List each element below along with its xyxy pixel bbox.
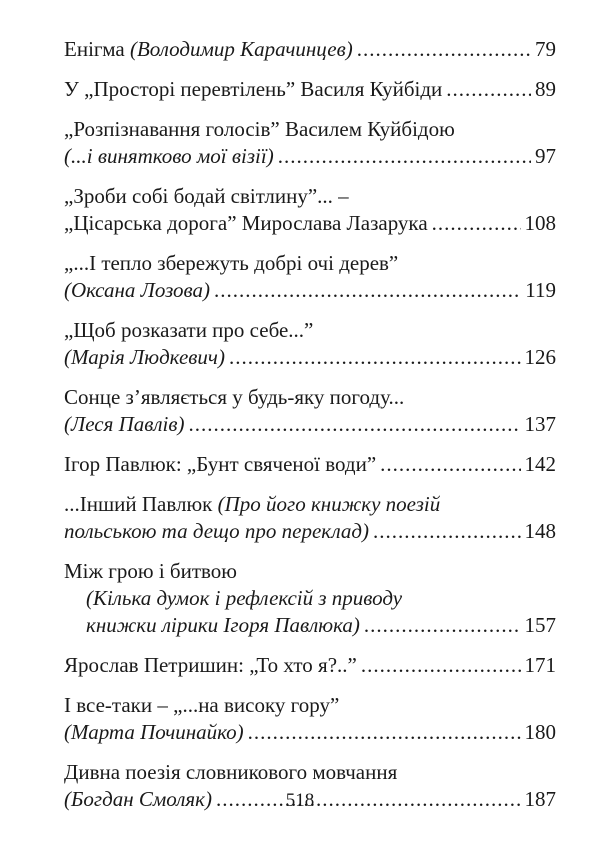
toc-entry-line xyxy=(64,692,556,719)
toc-entry-page-number: 137 xyxy=(524,412,556,436)
toc-entry[interactable] xyxy=(64,692,556,746)
toc-entry-italic-text: (Про його книжку поезій xyxy=(217,492,441,516)
toc-entry-leader-line xyxy=(64,518,556,545)
toc-entry-leader-line xyxy=(64,277,556,304)
toc-entry[interactable] xyxy=(64,250,556,304)
toc-entry-page-number: 148 xyxy=(524,519,556,543)
toc-entry-line xyxy=(64,585,556,612)
toc-entry-page-number: 187 xyxy=(524,787,556,811)
toc-entry-text: „Щоб розказати про себе...” xyxy=(64,318,314,342)
toc-entry-italic-text: (Оксана Лозова) xyxy=(64,278,210,302)
toc-entry[interactable] xyxy=(64,317,556,371)
table-of-contents xyxy=(64,36,556,826)
toc-entry-line xyxy=(64,491,556,518)
toc-entry-leader-line xyxy=(64,344,556,371)
toc-entry-leader-line xyxy=(64,36,556,63)
toc-entry-text: Сонце з’являється у будь-яку погоду... xyxy=(64,385,405,409)
toc-entry-page-number: 126 xyxy=(524,345,556,369)
toc-entry-text: „...І тепло збережуть добрі очі дерев” xyxy=(64,251,399,275)
toc-entry-page-number: 79 xyxy=(535,37,556,61)
toc-entry-italic-text: (Богдан Смоляк) xyxy=(64,787,212,811)
toc-entry-title xyxy=(64,210,428,237)
toc-entry-text: ...Інший Павлюк xyxy=(64,492,218,516)
toc-entry[interactable] xyxy=(64,36,556,63)
toc-entry[interactable] xyxy=(64,116,556,170)
dot-leader xyxy=(373,518,520,545)
toc-entry-line xyxy=(64,759,556,786)
toc-entry-line xyxy=(64,250,556,277)
toc-entry-italic-text: (Володимир Карачинцев) xyxy=(129,37,353,61)
toc-entry-text: Між грою і битвою xyxy=(64,559,237,583)
dot-leader xyxy=(432,210,521,237)
toc-entry-italic-text: (Леся Павлів) xyxy=(64,412,185,436)
toc-entry-page-number: 108 xyxy=(524,211,556,235)
dot-leader xyxy=(357,36,531,63)
toc-entry-title xyxy=(86,612,360,639)
toc-entry-text: І все-таки – „...на високу гору” xyxy=(64,693,340,717)
dot-leader xyxy=(446,76,531,103)
toc-entry-page-number: 157 xyxy=(524,613,556,637)
toc-entry-title xyxy=(64,143,274,170)
toc-entry-line xyxy=(64,183,556,210)
toc-entry-text: „Зроби собі бодай світлину”... – xyxy=(64,184,349,208)
toc-entry-text: Енігма xyxy=(64,37,130,61)
toc-entry-leader-line xyxy=(64,76,556,103)
toc-entry-text: „Розпізнавання голосів” Василем Куйбідою xyxy=(64,117,455,141)
dot-leader xyxy=(188,411,520,438)
toc-entry-title xyxy=(64,411,184,438)
toc-entry-page-number: 180 xyxy=(524,720,556,744)
toc-entry-italic-text: польською та дещо про переклад) xyxy=(64,519,370,543)
dot-leader xyxy=(364,612,521,639)
dot-leader xyxy=(248,719,521,746)
toc-entry-text: Дивна поезія словникового мовчання xyxy=(64,760,398,784)
toc-entry-page-number: 89 xyxy=(535,77,556,101)
toc-entry-leader-line xyxy=(64,612,556,639)
toc-entry-leader-line xyxy=(64,411,556,438)
toc-entry-italic-text: (...і винятково мої візії) xyxy=(64,144,274,168)
toc-entry-line xyxy=(64,384,556,411)
toc-entry-text: Ігор Павлюк: „Бунт свяченої води” xyxy=(64,452,377,476)
toc-entry-leader-line xyxy=(64,719,556,746)
toc-entry-title xyxy=(64,451,376,478)
toc-entry-italic-text: (Кілька думок і рефлексій з приводу xyxy=(86,586,403,610)
toc-entry[interactable] xyxy=(64,183,556,237)
toc-entry[interactable] xyxy=(64,76,556,103)
dot-leader xyxy=(214,277,521,304)
toc-entry[interactable] xyxy=(64,384,556,438)
toc-entry-leader-line xyxy=(64,210,556,237)
toc-entry-title xyxy=(64,518,369,545)
toc-entry-line xyxy=(64,317,556,344)
toc-entry-italic-text: книжки лірики Ігоря Павлюка) xyxy=(86,613,360,637)
toc-entry-title xyxy=(64,277,210,304)
toc-entry-leader-line xyxy=(64,652,556,679)
toc-entry-page-number: 119 xyxy=(525,278,556,302)
toc-entry-title xyxy=(64,719,244,746)
toc-entry-page-number: 97 xyxy=(535,144,556,168)
toc-entry-title xyxy=(64,652,357,679)
dot-leader xyxy=(380,451,520,478)
dot-leader xyxy=(361,652,521,679)
toc-entry-title xyxy=(64,344,225,371)
toc-entry-line xyxy=(64,558,556,585)
toc-entry-page-number: 171 xyxy=(524,653,556,677)
dot-leader xyxy=(278,143,531,170)
toc-entry-text: „Цісарська дорога” Мирослава Лазарука xyxy=(64,211,428,235)
toc-entry-page-number: 142 xyxy=(524,452,556,476)
toc-entry-line xyxy=(64,116,556,143)
toc-entry[interactable] xyxy=(64,652,556,679)
dot-leader xyxy=(229,344,521,371)
toc-entry-italic-text: (Марія Людкевич) xyxy=(64,345,225,369)
toc-entry-title xyxy=(64,76,442,103)
toc-entry[interactable] xyxy=(64,451,556,478)
toc-entry-text: У „Просторі перевтілень” Василя Куйбіди xyxy=(64,77,443,101)
toc-entry[interactable] xyxy=(64,558,556,639)
toc-entry-text: Ярослав Петришин: „То хто я?..” xyxy=(64,653,357,677)
toc-entry-italic-text: (Марта Починайко) xyxy=(64,720,244,744)
toc-entry-leader-line xyxy=(64,451,556,478)
toc-entry[interactable] xyxy=(64,491,556,545)
toc-entry-title xyxy=(64,36,353,63)
page-number: 518 xyxy=(285,790,315,811)
toc-entry-leader-line xyxy=(64,143,556,170)
